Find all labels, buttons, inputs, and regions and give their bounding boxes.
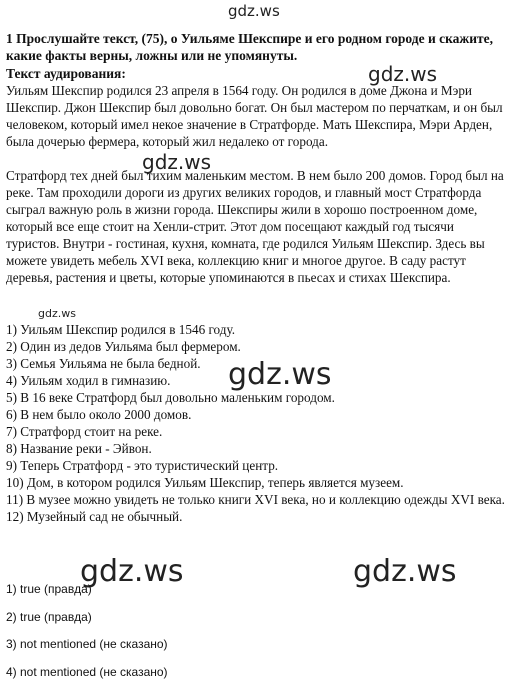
- statement-item: 7) Стратфорд стоит на реке.: [6, 424, 163, 439]
- statement-item: 3) Семья Уильяма не была бедной.: [6, 356, 201, 371]
- statement-item: 2) Один из дедов Уильяма был фермером.: [6, 339, 241, 354]
- watermark-left-upper: gdz.ws: [142, 150, 212, 174]
- statement-item: 9) Теперь Стратфорд - это туристический центр.: [6, 458, 279, 473]
- statement-list: [6, 321, 506, 525]
- watermark-small: gdz.ws: [38, 307, 76, 320]
- watermark-middle: gdz.ws: [228, 357, 332, 392]
- statement-item: 10) Дом, в котором родился Уильям Шекспир, теперь является музеем.: [6, 475, 404, 490]
- watermark-bottom-left: gdz.ws: [80, 554, 184, 589]
- watermark-top: gdz.ws: [228, 2, 280, 20]
- task-heading: 1 Прослушайте текст, (75), о Уильяме Шекспире и его родном городе и скажите, какие факты верны, ложны или не упомянуты.: [6, 31, 494, 63]
- statement-item: 1) Уильям Шекспир родился в 1546 году.: [6, 322, 236, 337]
- watermark-bottom-right: gdz.ws: [353, 554, 457, 589]
- statement-item: 5) В 16 веке Стратфорд был довольно маленьким городом.: [6, 390, 335, 405]
- answer-item: 4) not mentioned (не сказано): [6, 665, 168, 679]
- statement-item: 4) Уильям ходил в гимназию.: [6, 373, 171, 388]
- watermark-right-upper: gdz.ws: [368, 62, 438, 86]
- statement-item: 6) В нем было около 2000 домов.: [6, 407, 192, 422]
- listening-paragraph-1: Уильям Шекспир родился 23 апреля в 1564 году. Он родился в доме Джона и Мэри Шекспир. Джон Шекспир был довольно богат. Он был мастером по перчаткам, и он был человеком, который имел некое значение в Стратфорде. Мать Шекспира, Мэри Арден, была дочерью фермера, который жил недалеко от города.: [6, 83, 503, 149]
- listening-paragraph-2: Стратфорд тех дней был тихим маленьким местом. В нем было 200 домов. Город был на реке. Там проходили дороги из других великих городов, и главный мост Стратфорда сыграл важную роль в жизни города. Шекспиры жили в хорошо построенном доме, который все еще стоит на Хенли-стрит. Этот дом посещают каждый год тысячи туристов. Внутри - гостиная, кухня, комната, где родился Уильям Шекспир. Здесь вы можете увидеть мебель XVI века, коллекцию книг и многое другое. В саду растут деревья, растения и цветы, которые упоминаются в пьесах и стихах Шекспира.: [6, 168, 504, 285]
- statement-item: 12) Музейный сад не обычный.: [6, 509, 183, 524]
- listening-text-label: Текст аудирования:: [6, 66, 126, 81]
- statement-item: 11) В музее можно увидеть не только книги XVI века, но и коллекцию одежды XVI века.: [6, 492, 505, 507]
- answer-item: 3) not mentioned (не сказано): [6, 637, 168, 651]
- statement-item: 8) Название реки - Эйвон.: [6, 441, 152, 456]
- answer-item: 1) true (правда): [6, 582, 92, 596]
- answer-item: 2) true (правда): [6, 610, 92, 624]
